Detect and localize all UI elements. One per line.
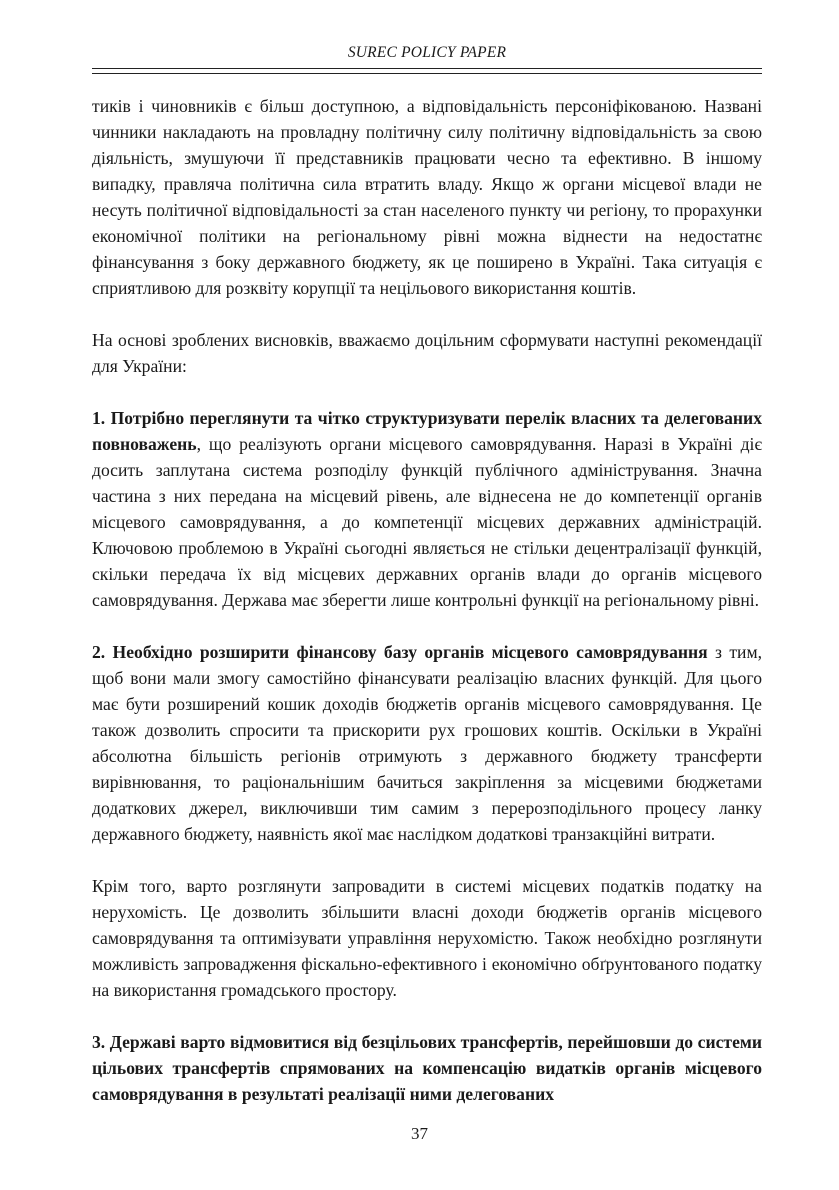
- paragraph-property-tax: [92, 873, 762, 1003]
- recommendation-3-heading: 3. Державі варто відмовитися від безцільових трансфертів, перейшовши до системи цільових трансфертів спрямованих на компенсацію видатків органів місцевого самоврядування в результаті реалізації ними делегованих: [92, 1032, 762, 1104]
- recommendation-1-heading: 1. Потрібно переглянути та чітко структуризувати перелік власних та делегованих повноважень: [92, 408, 762, 454]
- paragraph-intro-recommendations: [92, 327, 762, 379]
- header-rule-thick: [92, 68, 762, 69]
- running-header: SUREC POLICY PAPER: [347, 44, 507, 61]
- recommendation-3: [92, 1029, 762, 1107]
- paragraph-text: тиків і чиновників є більш доступною, а відповідальність персоніфікованою. Названі чинники накладають на провладну політичну силу політичну відповідальність за свою діяльність, змушуючи її представників працювати чесно та ефективно. В іншому випадку, правляча політична сила втратить владу. Якщо ж органи місцевої влади не несуть політичної відповідальності за стан населеного пункту чи регіону, то прорахунки економічної політики на регіональному рівні можна віднести на недостатнє фінансування з боку державного бюджету, як це поширено в Україні. Така ситуація є сприятливою для розквіту корупції та нецільового використання коштів.: [92, 96, 762, 298]
- paragraph-continuation: [92, 93, 762, 301]
- recommendation-2-heading: 2. Необхідно розширити фінансову базу органів місцевого самоврядування: [92, 642, 708, 662]
- recommendation-2-text: з тим, щоб вони мали змогу самостійно фінансувати реалізацію власних функцій. Для цього має бути розширений кошик доходів бюджетів органів місцевого самоврядування. Це також дозволить спросити та прискорити рух грошових коштів. Оскільки в Україні абсолютна більшість регіонів отримують з державного бюджету трансферти вирівнювання, то раціональнішим бачиться закріплення за місцевими бюджетами додаткових джерел, виключивши тим самим з перерозподільного процесу ланку державного бюджету, наявність якої має наслідком додаткові транзакційні витрати.: [92, 642, 762, 844]
- paragraph-text: На основі зроблених висновків, вважаємо доцільним сформувати наступні рекомендації для України:: [92, 330, 762, 376]
- header-rule-thin: [92, 73, 762, 74]
- recommendation-1: [92, 405, 762, 613]
- paragraph-text: Крім того, варто розглянути запровадити в системі місцевих податків податку на нерухомість. Це дозволить збільшити власні доходи бюджетів органів місцевого самоврядування та оптимізувати управління нерухомістю. Також необхідно розглянути можливість запровадження фіскально-ефективного і економічно обґрунтованого податку на використання громадського простору.: [92, 876, 762, 1000]
- body-text: [92, 93, 762, 1107]
- recommendation-2: [92, 639, 762, 847]
- page-number: 37: [411, 1124, 428, 1143]
- recommendation-1-text: , що реалізують органи місцевого самоврядування. Наразі в Україні діє досить заплутана система розподілу функцій публічного адміністрування. Значна частина з них передана на місцевий рівень, але віднесена не до компетенції органів місцевого самоврядування, а до компетенції місцевих державних адміністрацій. Ключовою проблемою в Україні сьогодні являється не стільки децентралізації функцій, скільки передача їх від місцевих державних органів влади до органів місцевого самоврядування. Держава має зберегти лише контрольні функції на регіональному рівні.: [92, 434, 762, 610]
